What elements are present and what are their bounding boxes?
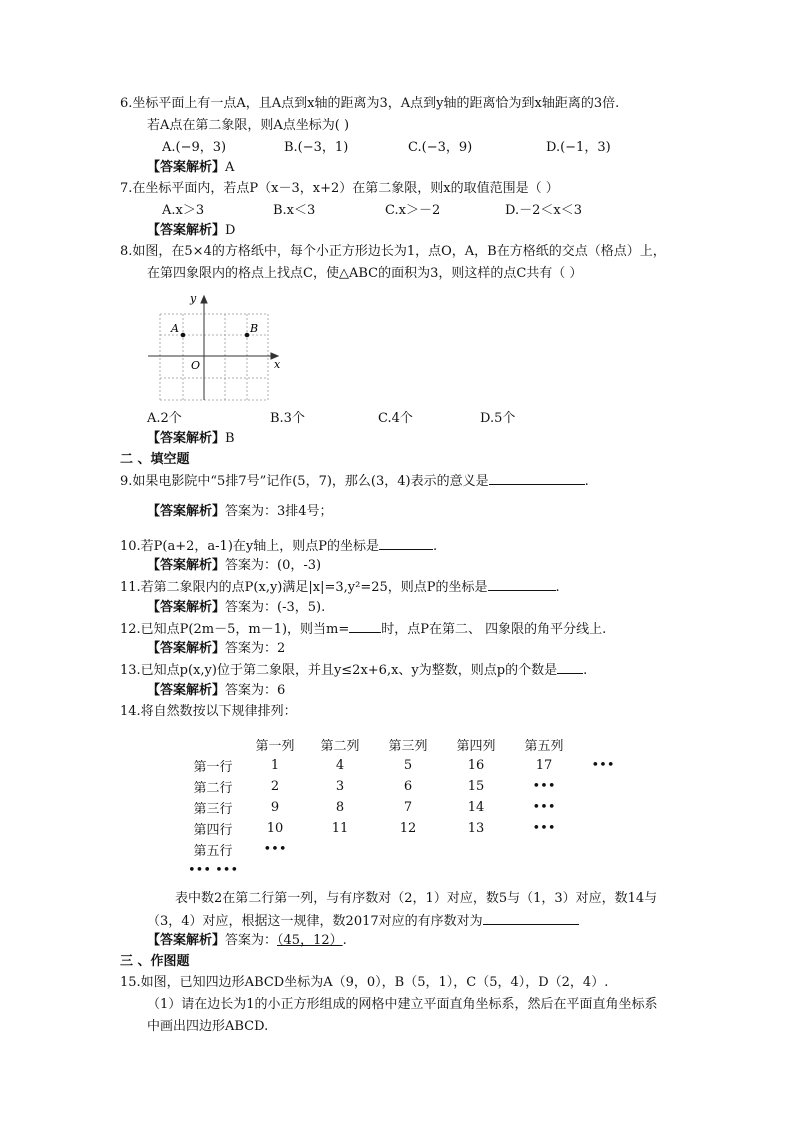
- q9-tail: .: [584, 474, 589, 489]
- q11-blank: [488, 578, 556, 591]
- label-y: y: [190, 292, 197, 305]
- q15-stem: 15.如图，已知四边形ABCD坐标为A（9，0），B（5，1），C（5，4），D（2，4）.: [120, 975, 609, 990]
- table-header-cell: 第三列: [388, 739, 428, 754]
- axes: [148, 296, 278, 400]
- q8-option-a: A.2个: [147, 411, 182, 426]
- q8-stem: 8.如图，在5×4的方格纸中，每个小正方形边长为1，点O，A，B在方格纸的交点（格点）上，: [120, 244, 666, 259]
- answer-value: 答案为：(-3，5).: [225, 600, 326, 615]
- q6-stem: 6.坐标平面上有一点A，且A点到x轴的距离为3，A点到y轴的距离恰为到x轴距离的3倍.: [120, 96, 620, 111]
- table-cell: •••: [263, 842, 287, 857]
- q12-tail: 时，点P在第二、 四象限的角平分线上.: [381, 622, 607, 637]
- table-cell: 5: [403, 758, 413, 773]
- q10-answer: [147, 557, 321, 575]
- q7-option-b: B.x＜3: [273, 203, 316, 218]
- row-label-cell: 第一行: [193, 760, 233, 775]
- table-cell: [510, 839, 578, 860]
- q8-option-b: B.3个: [270, 411, 305, 426]
- table-header-cell: [578, 734, 628, 755]
- point-b: [245, 333, 250, 338]
- table-cell: 2: [270, 779, 280, 794]
- table-cell: [306, 860, 374, 881]
- table-row: [182, 776, 628, 797]
- q13-stem: [120, 661, 587, 680]
- q11-stem: [120, 578, 560, 597]
- answer-label: 【答案解析】: [147, 641, 226, 656]
- table-header-cell: 第一列: [255, 739, 295, 754]
- table-cell: [244, 860, 306, 881]
- table-cell: 3: [335, 779, 345, 794]
- table-row: [182, 818, 628, 839]
- q12-blank: [349, 620, 381, 633]
- row-label-cell: 第二行: [193, 781, 233, 796]
- table-cell: [578, 839, 628, 860]
- q14-answer: [147, 932, 347, 950]
- answer-label: 【答案解析】: [147, 223, 226, 238]
- table-cell: [442, 860, 510, 881]
- q12-answer: [147, 640, 285, 658]
- q12-stem: [120, 620, 606, 639]
- q10-tail: .: [433, 539, 438, 554]
- answer-tail: .: [342, 933, 347, 948]
- answer-label: 【答案解析】: [147, 431, 226, 446]
- table-cell: 16: [467, 758, 485, 773]
- q9-text: 9.如果电影院中“5排7号”记作(5，7)，那么(3，4)表示的意义是: [120, 474, 489, 489]
- table-cell: 10: [266, 821, 284, 836]
- table-cell: •••: [591, 758, 615, 773]
- table-header-cell: [182, 734, 244, 755]
- q7-option-a: A.x＞3: [162, 203, 205, 218]
- answer-value: （45，12）: [277, 933, 343, 948]
- q7-stem: 7.在坐标平面内，若点P（x－3，x+2）在第二象限，则x的取值范围是（ ）: [120, 181, 559, 196]
- q9-answer: [147, 503, 333, 521]
- table-cell: 1: [270, 758, 280, 773]
- label-o: O: [191, 359, 201, 372]
- q7-option-c: C.x＞－2: [385, 203, 441, 218]
- q15-part1: （1）请在边长为1的小正方形组成的网格中建立平面直角坐标系，然后在平面直角坐标系: [147, 997, 658, 1012]
- q14-desc2-text: （3，4）对应，根据这一规律，数2017对应的有序数对为: [147, 914, 483, 929]
- q10-blank: [379, 537, 433, 550]
- q14-blank: [483, 912, 579, 925]
- q6-option-b: B.(−3，1): [284, 140, 349, 155]
- q13-answer: [147, 682, 285, 700]
- answer-label: 【答案解析】: [147, 933, 226, 948]
- table-cell: •••: [532, 800, 556, 815]
- label-a: A: [171, 322, 179, 335]
- table-row: [182, 755, 628, 776]
- q10-stem: [120, 537, 437, 556]
- table-cell: 8: [335, 800, 345, 815]
- row-label-cell: 第三行: [193, 802, 233, 817]
- answer-label: 【答案解析】: [147, 558, 226, 573]
- q14-description-2: [147, 912, 579, 931]
- table-cell: [374, 839, 442, 860]
- q15-part1-2: 中画出四边形ABCD.: [147, 1019, 269, 1034]
- table-cell: [578, 818, 628, 839]
- q11-answer: [147, 599, 325, 617]
- answer-value: 答案为：2: [225, 641, 286, 656]
- table-cell: [306, 839, 374, 860]
- table-header-row: [182, 734, 628, 755]
- table-cell: [374, 860, 442, 881]
- table-cell: •••: [532, 821, 556, 836]
- label-b: B: [250, 322, 259, 335]
- answer-label: 【答案解析】: [147, 160, 226, 175]
- q9-blank: [489, 472, 585, 485]
- q11-text: 11.若第二象限内的点P(x,y)满足|x|=3,y²=25，则点P的坐标是: [120, 580, 488, 595]
- q13-tail: .: [583, 663, 588, 678]
- answer-label: 【答案解析】: [147, 600, 226, 615]
- answer-value: 答案为：3排4号；: [225, 504, 333, 519]
- table-cell: 6: [403, 779, 413, 794]
- table-cell: 11: [331, 821, 349, 836]
- answer-label: 【答案解析】: [147, 504, 226, 519]
- q8-stem-2: 在第四象限内的格点上找点C，使△ABC的面积为3，则这样的点C共有（ ）: [147, 266, 583, 281]
- table-header-cell: 第四列: [456, 739, 496, 754]
- table-cell: 13: [467, 821, 485, 836]
- table-cell: 17: [535, 758, 553, 773]
- table-cell: [578, 797, 628, 818]
- table-cell: 15: [467, 779, 485, 794]
- table-row: [182, 797, 628, 818]
- q14-description: 表中数2在第二行第一列，与有序数对（2，1）对应，数5与（1，3）对应，数14与: [175, 891, 658, 906]
- q6-option-c: C.(−3，9): [408, 140, 473, 155]
- q8-grid-figure: [140, 288, 285, 403]
- answer-value: B: [225, 431, 235, 446]
- answer-value: A: [225, 160, 235, 175]
- q8-answer: [147, 430, 235, 448]
- table-cell: [510, 860, 578, 881]
- q13-blank: [557, 661, 583, 674]
- table-cell: 7: [403, 800, 413, 815]
- table-cell: 12: [399, 821, 417, 836]
- number-arrangement-table: [182, 734, 628, 881]
- answer-value: 答案为：6: [225, 683, 286, 698]
- q8-option-d: D.5个: [480, 411, 516, 426]
- q9-stem: [120, 472, 589, 491]
- answer-value: 答案为：(0，-3): [225, 558, 322, 573]
- table-header-cell: 第五列: [524, 739, 564, 754]
- label-x: x: [274, 358, 281, 371]
- answer-label: 【答案解析】: [147, 683, 226, 698]
- row-label-cell: ••• •••: [188, 863, 239, 878]
- q6-option-a: A.(−9，3): [162, 140, 227, 155]
- section-drawing-heading: 三 、作图题: [120, 954, 190, 969]
- q6-stem-2: 若A点在第二象限，则A点坐标为( ): [147, 118, 350, 133]
- table-cell: [442, 839, 510, 860]
- row-label-cell: 第五行: [193, 844, 233, 859]
- section-fill-in-heading: 二 、填空题: [120, 452, 190, 467]
- q6-answer: [147, 159, 234, 177]
- q11-tail: .: [555, 580, 560, 595]
- row-label-cell: 第四行: [193, 823, 233, 838]
- q7-answer: [147, 222, 235, 240]
- point-a: [181, 333, 186, 338]
- table-cell: 9: [270, 800, 280, 815]
- table-row: [182, 839, 628, 860]
- answer-prefix: 答案为：: [225, 933, 278, 948]
- q12-text: 12.已知点P(2m－5，m－1)，则当m=: [120, 622, 350, 637]
- table-cell: [578, 776, 628, 797]
- table-header-cell: 第二列: [320, 739, 360, 754]
- table-cell: 14: [467, 800, 485, 815]
- table-cell: [578, 860, 628, 881]
- table-cell: 4: [335, 758, 345, 773]
- q8-option-c: C.4个: [378, 411, 413, 426]
- q6-option-d: D.(−1，3): [546, 140, 611, 155]
- q7-option-d: D.－2＜x＜3: [505, 203, 582, 218]
- q14-stem: 14.将自然数按以下规律排列：: [120, 704, 297, 719]
- q10-text: 10.若P(a+2，a-1)在y轴上，则点P的坐标是: [120, 539, 379, 554]
- table-row: [182, 860, 628, 881]
- q13-text: 13.已知点p(x,y)位于第二象限，并且y≤2x+6,x、y为整数，则点p的个数是: [120, 663, 558, 678]
- table-cell: •••: [532, 779, 556, 794]
- answer-value: D: [225, 223, 236, 238]
